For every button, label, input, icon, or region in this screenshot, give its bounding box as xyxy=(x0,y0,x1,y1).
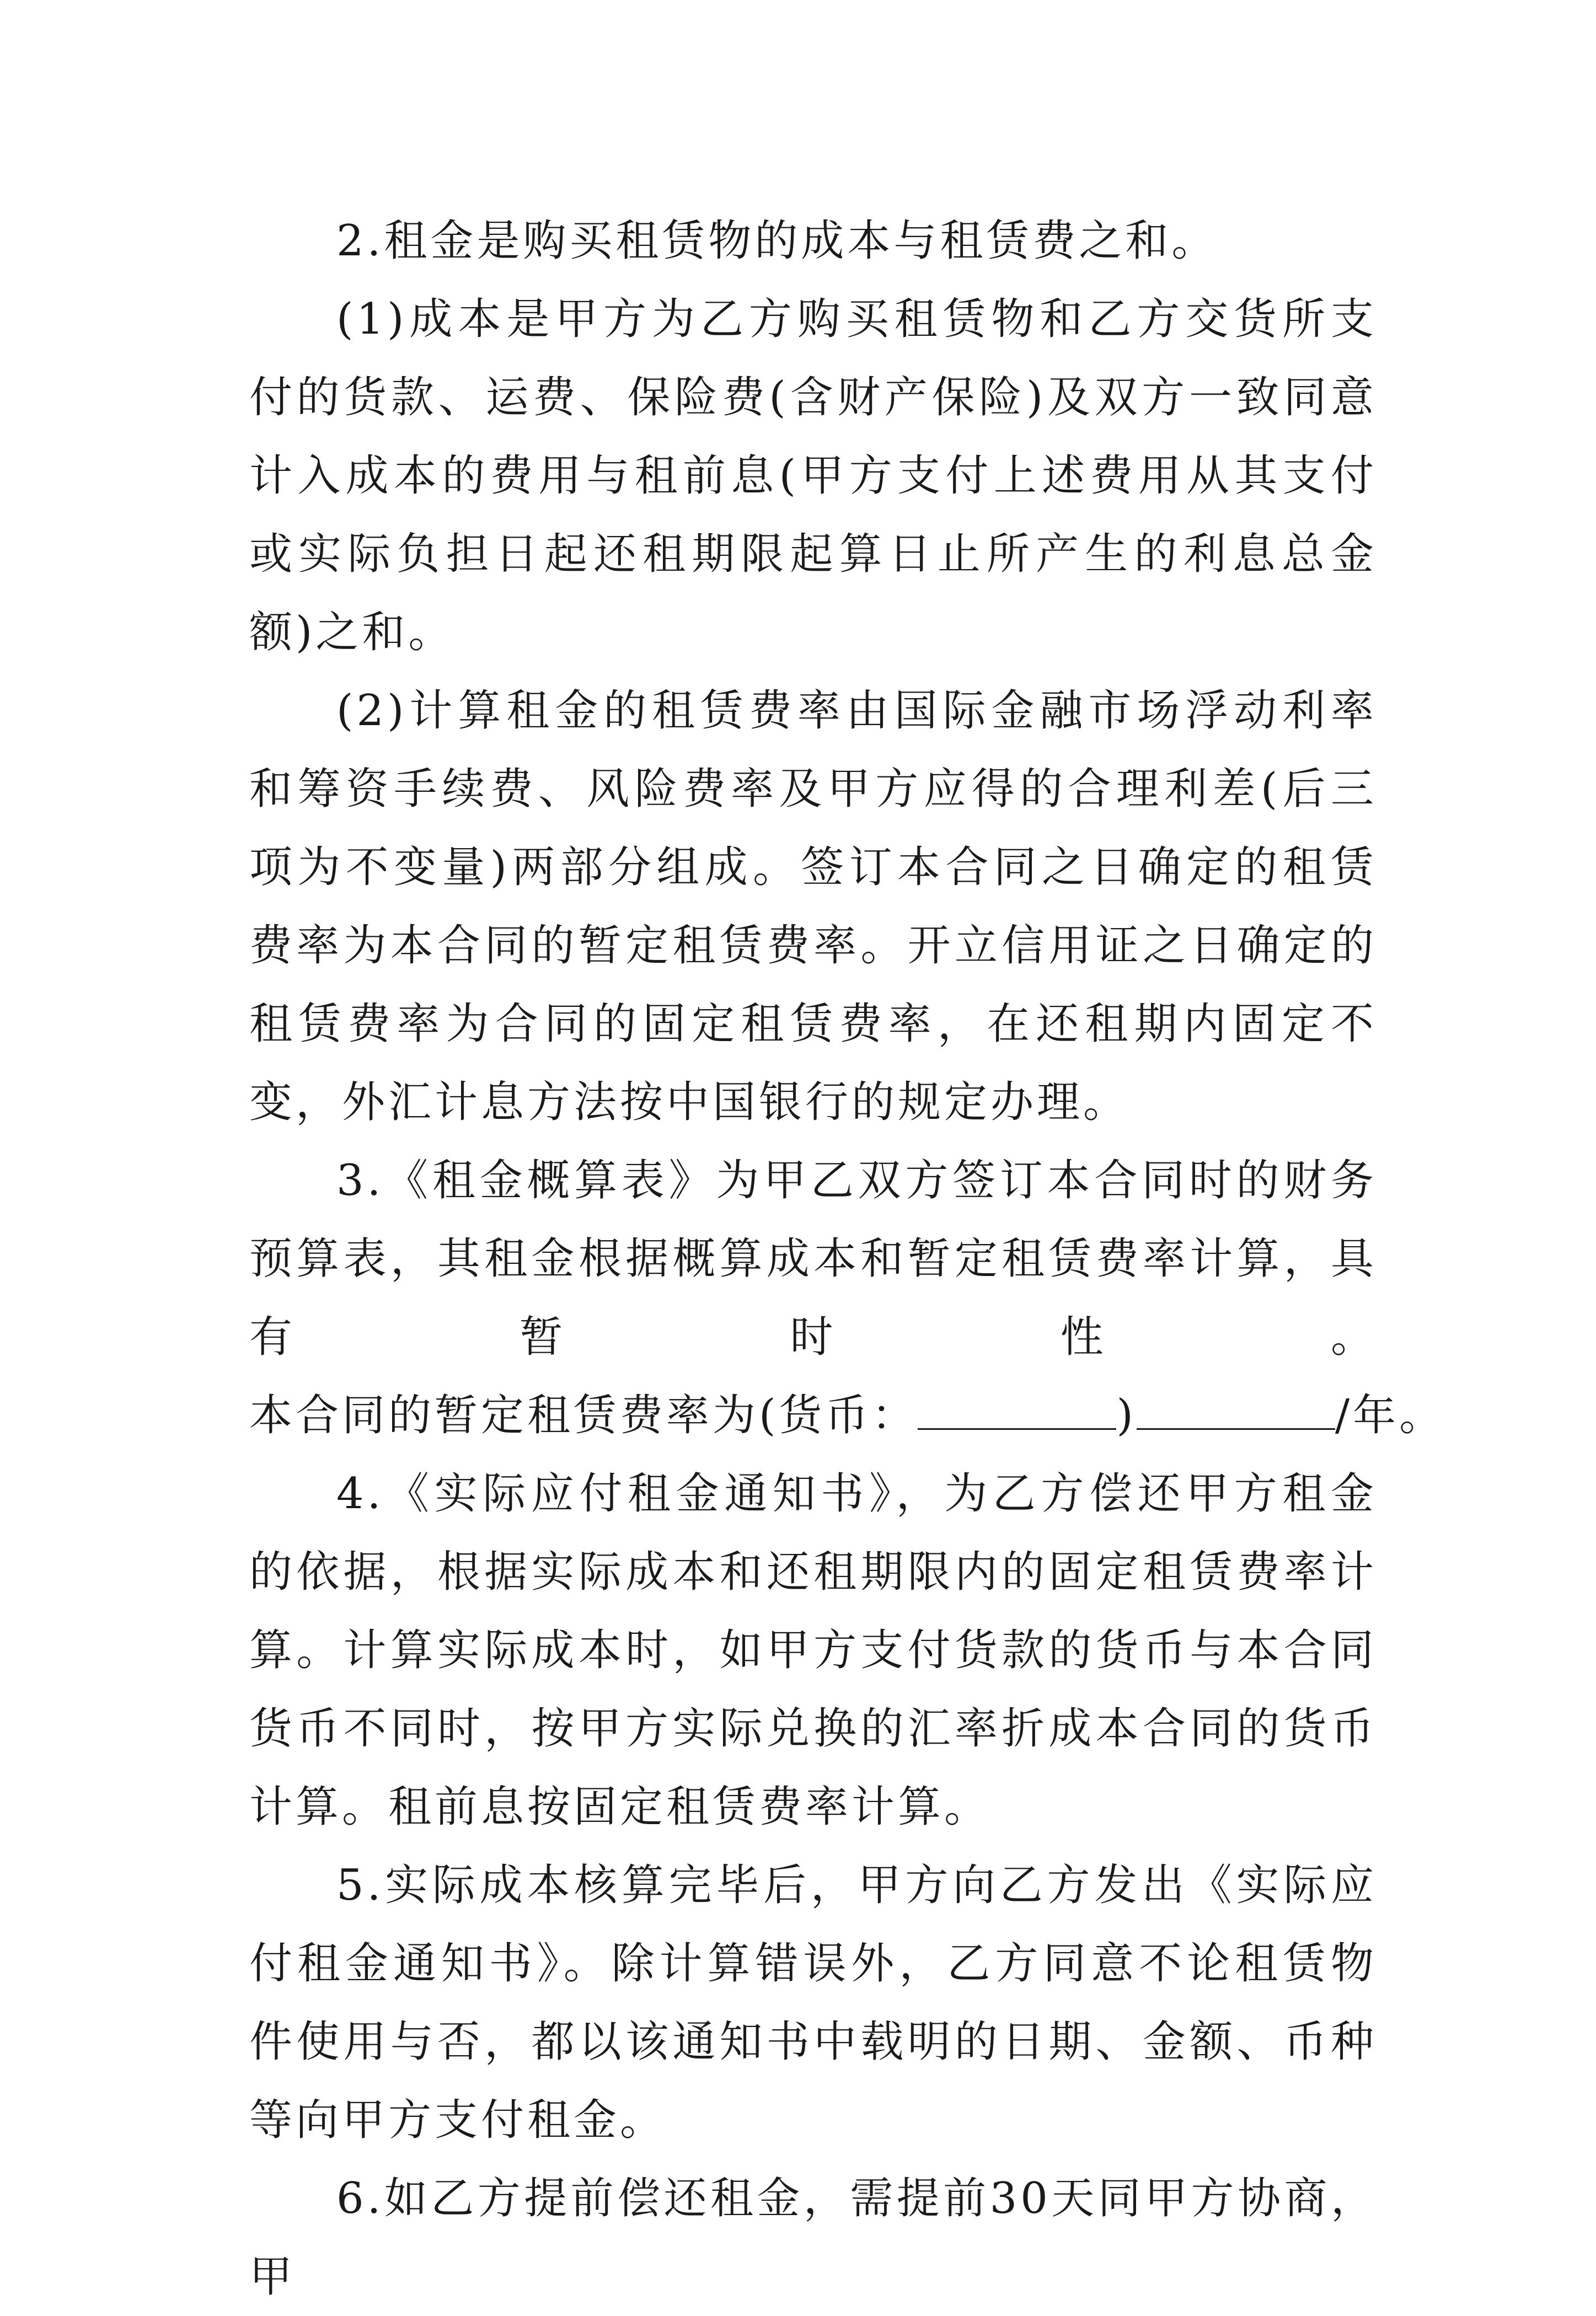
rate-line-prefix: 本合同的暂定租赁费率为(货币： xyxy=(249,1391,918,1440)
currency-blank xyxy=(918,1390,1116,1430)
paragraph-2-2-lease-rate: (2)计算租金的租赁费率由国际金融市场浮动利率和筹资手续费、风险费率及甲方应得的合理利差(后三项为不变量)两部分组成。签订本合同之日确定的租赁费率为本合同的暂定租赁费率。开立信用证之日确定的租赁费率为合同的固定租赁费率，在还租期内固定不变，外汇计息方法按中国银行的规定办理。 xyxy=(249,686,1377,1127)
document-body xyxy=(249,202,1446,2316)
paragraph-6-early-repayment: 6.如乙方提前偿还租金，需提前30天同甲方协商，甲 xyxy=(249,2174,1377,2302)
paragraph-4-payment-notice: 4.《实际应付租金通知书》，为乙方偿还甲方租金的依据，根据实际成本和还租期限内的固定租赁费率计算。计算实际成本时，如甲方支付货款的货币与本合同货币不同时，按甲方实际兑换的汇率折成本合同的货币计算。租前息按固定租赁费率计算。 xyxy=(249,1469,1377,1832)
rate-line xyxy=(249,1391,1445,1440)
paragraph-3-text: 3.《租金概算表》为甲乙双方签订本合同时的财务预算表，其租金根据概算成本和暂定租赁费率计算，具有暂时性。 xyxy=(249,1156,1377,1362)
rate-line-middle: ) xyxy=(1116,1391,1137,1440)
rate-blank xyxy=(1137,1390,1335,1430)
paragraph-2-rent-definition: 2.租金是购买租赁物的成本与租赁费之和。 xyxy=(336,216,1218,266)
paragraph-2-1-cost: (1)成本是甲方为乙方购买租赁物和乙方交货所支付的货款、运费、保险费(含财产保险)及双方一致同意计入成本的费用与租前息(甲方支付上述费用从其支付或实际负担日起还租期限起算日止所产生的利息总金额)之和。 xyxy=(249,294,1377,657)
rate-line-suffix: /年。 xyxy=(1335,1391,1446,1440)
paragraph-3-rent-estimate xyxy=(249,1141,1446,1455)
paragraph-5-notice-issuance: 5.实际成本核算完毕后，甲方向乙方发出《实际应付租金通知书》。除计算错误外，乙方同意不论租赁物件使用与否，都以该通知书中载明的日期、金额、币种等向甲方支付租金。 xyxy=(249,1861,1377,2145)
